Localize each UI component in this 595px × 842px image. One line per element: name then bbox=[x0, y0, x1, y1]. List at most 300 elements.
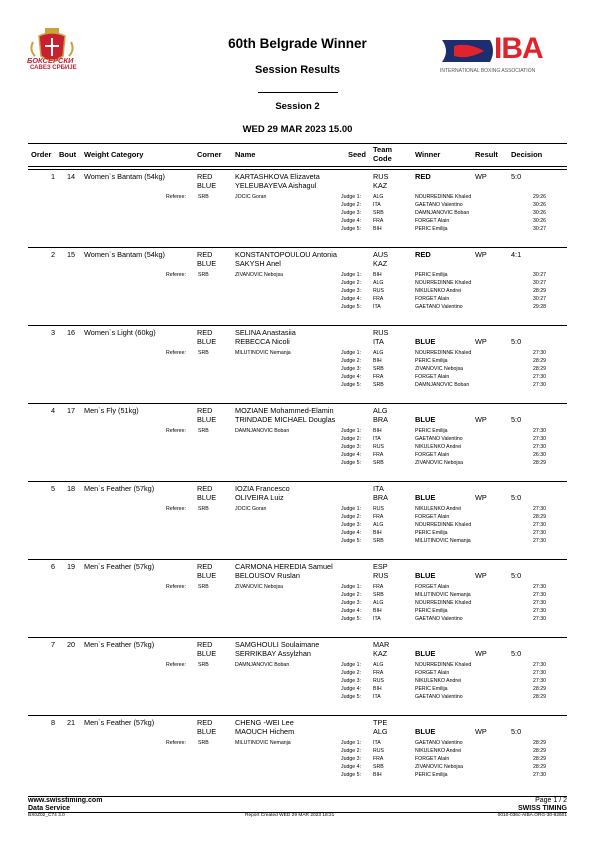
blue-team-code: KAZ bbox=[373, 181, 388, 190]
winner-corner: BLUE bbox=[415, 727, 436, 736]
bout-order: 7 bbox=[50, 640, 55, 649]
judge-label: Judge 3: bbox=[341, 522, 361, 528]
judge-country: BIH bbox=[373, 686, 382, 692]
col-corner: Corner bbox=[197, 150, 222, 159]
judge-label: Judge 2: bbox=[341, 670, 361, 676]
judge-name: MILUTINOVIC Nemanja bbox=[415, 592, 471, 598]
judge-label: Judge 4: bbox=[341, 374, 361, 380]
blue-team-code: KAZ bbox=[373, 259, 388, 268]
judge-name: NIKULENKO Andrei bbox=[415, 506, 462, 512]
footer-report-created: Report Created WED 29 MAR 2023 18:21 bbox=[245, 813, 335, 818]
judge-label: Judge 2: bbox=[341, 436, 361, 442]
judge-label: Judge 2: bbox=[341, 514, 361, 520]
judge-score: 30:27 bbox=[533, 280, 546, 286]
footer-website: www.swisstiming.com bbox=[28, 797, 103, 804]
bout-row bbox=[28, 481, 567, 556]
blue-team-code: ALG bbox=[373, 727, 388, 736]
weight-category: Women`s Light (60kg) bbox=[84, 328, 156, 337]
referee-country: SRB bbox=[198, 740, 209, 746]
col-seed: Seed bbox=[348, 150, 366, 159]
judge-score: 27:30 bbox=[533, 436, 546, 442]
footer-swiss-timing: SWISS TIMING bbox=[518, 805, 567, 812]
weight-category: Men`s Fly (51kg) bbox=[84, 406, 139, 415]
judge-score: 27:30 bbox=[533, 444, 546, 450]
judge-country: BIH bbox=[373, 358, 382, 364]
red-boxer-name: KONSTANTOPOULOU Antonia bbox=[235, 250, 337, 259]
judge-name: FORGET Alain bbox=[415, 670, 450, 676]
bout-row bbox=[28, 247, 567, 322]
corner-blue: BLUE bbox=[197, 259, 217, 268]
referee-country: SRB bbox=[198, 506, 209, 512]
judge-country: ITA bbox=[373, 740, 381, 746]
judge-score: 30:26 bbox=[533, 202, 546, 208]
referee-label: Referee: bbox=[166, 662, 186, 668]
judge-label: Judge 2: bbox=[341, 748, 361, 754]
judge-label: Judge 2: bbox=[341, 592, 361, 598]
judge-name: PERIC Emilija bbox=[415, 428, 448, 434]
judge-name: PERIC Emilija bbox=[415, 272, 448, 278]
judge-label: Judge 4: bbox=[341, 452, 361, 458]
judge-name: PERIC Emilija bbox=[415, 530, 448, 536]
winner-corner: BLUE bbox=[415, 649, 436, 658]
judge-country: ITA bbox=[373, 694, 381, 700]
referee-name: MILUTINOVIC Nemanja bbox=[235, 350, 291, 356]
col-decision: Decision bbox=[511, 150, 543, 159]
judge-label: Judge 3: bbox=[341, 210, 361, 216]
red-boxer-name: KARTASHKOVA Elizaveta bbox=[235, 172, 320, 181]
bout-number: 17 bbox=[67, 406, 76, 415]
decision: 4:1 bbox=[511, 250, 522, 259]
judge-name: NIKULENKO Andrei bbox=[415, 678, 462, 684]
judge-country: ALG bbox=[373, 280, 384, 286]
judge-label: Judge 5: bbox=[341, 616, 361, 622]
judge-name: FORGET Alain bbox=[415, 514, 450, 520]
judge-country: RUS bbox=[373, 288, 384, 294]
bout-order: 8 bbox=[50, 718, 55, 727]
bout-number: 21 bbox=[67, 718, 76, 727]
judge-name: FORGET Alain bbox=[415, 296, 450, 302]
judge-score: 27:30 bbox=[533, 522, 546, 528]
bout-number: 16 bbox=[67, 328, 76, 337]
judge-name: FORGET Alain bbox=[415, 452, 450, 458]
weight-category: Women`s Bantam (54kg) bbox=[84, 172, 165, 181]
judge-score: 29:28 bbox=[533, 304, 546, 310]
judge-name: NIKULENKO Andrei bbox=[415, 288, 462, 294]
result: WP bbox=[475, 727, 487, 736]
judge-country: SRB bbox=[373, 382, 384, 388]
bout-order: 4 bbox=[50, 406, 55, 415]
bout-order: 5 bbox=[50, 484, 55, 493]
judge-score: 27:30 bbox=[533, 530, 546, 536]
corner-blue: BLUE bbox=[197, 415, 217, 424]
red-team-code: AUS bbox=[373, 250, 389, 259]
judge-country: RUS bbox=[373, 678, 384, 684]
iba-wordmark: IBA bbox=[494, 32, 543, 65]
referee-name: ZIVANOVIC Nebojsa bbox=[235, 272, 284, 278]
judge-score: 27:30 bbox=[533, 608, 546, 614]
judge-score: 28:29 bbox=[533, 288, 546, 294]
result: WP bbox=[475, 337, 487, 346]
judge-label: Judge 3: bbox=[341, 288, 361, 294]
referee-label: Referee: bbox=[166, 584, 186, 590]
result: WP bbox=[475, 649, 487, 658]
bout-number: 14 bbox=[67, 172, 76, 181]
judge-score: 30:26 bbox=[533, 210, 546, 216]
judge-name: GAETANO Valentino bbox=[415, 740, 463, 746]
bout-row bbox=[28, 403, 567, 478]
red-team-code: ITA bbox=[373, 484, 384, 493]
corner-red: RED bbox=[197, 406, 213, 415]
judge-country: ALG bbox=[373, 662, 384, 668]
judge-country: BIH bbox=[373, 226, 382, 232]
logo-text-line2: САВЕЗ СРБИЈЕ bbox=[30, 65, 77, 71]
referee-name: MILUTINOVIC Nemanja bbox=[235, 740, 291, 746]
corner-blue: BLUE bbox=[197, 571, 217, 580]
judge-label: Judge 2: bbox=[341, 202, 361, 208]
judge-score: 27:30 bbox=[533, 678, 546, 684]
corner-blue: BLUE bbox=[197, 493, 217, 502]
referee-country: SRB bbox=[198, 272, 209, 278]
bout-order: 1 bbox=[50, 172, 55, 181]
judge-country: SRB bbox=[373, 366, 384, 372]
bout-row bbox=[28, 637, 567, 712]
judge-country: ALG bbox=[373, 194, 384, 200]
judge-label: Judge 3: bbox=[341, 678, 361, 684]
judge-name: NOURREDINNE Khaled bbox=[415, 662, 472, 668]
weight-category: Men`s Feather (57kg) bbox=[84, 562, 155, 571]
judge-label: Judge 5: bbox=[341, 304, 361, 310]
footer-page-number: Page 1 / 2 bbox=[535, 797, 567, 804]
result: WP bbox=[475, 571, 487, 580]
red-team-code: RUS bbox=[373, 328, 389, 337]
referee-name: DAMNJANOVIC Boban bbox=[235, 428, 290, 434]
footer-divider bbox=[28, 796, 567, 797]
judge-name: DAMNJANOVIC Boban bbox=[415, 210, 470, 216]
corner-red: RED bbox=[197, 562, 213, 571]
judge-score: 28:29 bbox=[533, 756, 546, 762]
judge-label: Judge 1: bbox=[341, 662, 361, 668]
judge-name: DAMNJANOVIC Boban bbox=[415, 382, 470, 388]
judge-label: Judge 1: bbox=[341, 584, 361, 590]
referee-name: JOCIC Goran bbox=[235, 194, 267, 200]
judge-name: NOURREDINNE Khaled bbox=[415, 600, 472, 606]
judge-score: 30:27 bbox=[533, 296, 546, 302]
judge-country: ALG bbox=[373, 522, 384, 528]
judge-score: 26:30 bbox=[533, 452, 546, 458]
judge-score: 27:30 bbox=[533, 584, 546, 590]
weight-category: Men`s Feather (57kg) bbox=[84, 718, 155, 727]
referee-name: JOCIC Goran bbox=[235, 506, 267, 512]
weight-category: Women`s Bantam (54kg) bbox=[84, 250, 165, 259]
referee-country: SRB bbox=[198, 662, 209, 668]
judge-score: 28:29 bbox=[533, 514, 546, 520]
judge-score: 27:30 bbox=[533, 662, 546, 668]
red-boxer-name: SAMGHOULI Soulaimane bbox=[235, 640, 320, 649]
judge-score: 27:30 bbox=[533, 592, 546, 598]
col-weight: Weight Category bbox=[84, 150, 144, 159]
judge-country: ALG bbox=[373, 350, 384, 356]
judge-name: FORGET Alain bbox=[415, 756, 450, 762]
judge-score: 27:30 bbox=[533, 350, 546, 356]
judge-name: NOURREDINNE Khaled bbox=[415, 350, 472, 356]
judge-score: 27:30 bbox=[533, 374, 546, 380]
judge-label: Judge 5: bbox=[341, 772, 361, 778]
judge-country: FRA bbox=[373, 218, 384, 224]
blue-team-code: RUS bbox=[373, 571, 389, 580]
referee-label: Referee: bbox=[166, 272, 186, 278]
judge-score: 28:29 bbox=[533, 366, 546, 372]
corner-red: RED bbox=[197, 484, 213, 493]
judge-label: Judge 5: bbox=[341, 694, 361, 700]
judge-country: FRA bbox=[373, 374, 384, 380]
judge-score: 27:30 bbox=[533, 538, 546, 544]
judge-score: 28:29 bbox=[533, 694, 546, 700]
judge-country: BIH bbox=[373, 772, 382, 778]
logo-text-line1: БОКСЕРСКИ bbox=[27, 56, 74, 65]
judge-score: 27:30 bbox=[533, 600, 546, 606]
judge-score: 29:26 bbox=[533, 194, 546, 200]
corner-red: RED bbox=[197, 718, 213, 727]
judge-country: ALG bbox=[373, 600, 384, 606]
judge-label: Judge 1: bbox=[341, 740, 361, 746]
judge-label: Judge 3: bbox=[341, 444, 361, 450]
judge-name: ZIVANOVIC Nebojsa bbox=[415, 366, 464, 372]
judge-label: Judge 3: bbox=[341, 756, 361, 762]
judge-country: RUS bbox=[373, 444, 384, 450]
result: WP bbox=[475, 415, 487, 424]
referee-country: SRB bbox=[198, 428, 209, 434]
judge-country: BIH bbox=[373, 272, 382, 278]
judge-country: FRA bbox=[373, 670, 384, 676]
judge-label: Judge 1: bbox=[341, 350, 361, 356]
judge-label: Judge 4: bbox=[341, 686, 361, 692]
judge-label: Judge 5: bbox=[341, 382, 361, 388]
blue-boxer-name: SAKYSH Anel bbox=[235, 259, 281, 268]
winner-corner: BLUE bbox=[415, 337, 436, 346]
judge-name: PERIC Emilija bbox=[415, 772, 448, 778]
col-team-line1: Team bbox=[373, 145, 393, 154]
winner-corner: BLUE bbox=[415, 415, 436, 424]
judge-name: NOURREDINNE Khaled bbox=[415, 522, 472, 528]
decision: 5:0 bbox=[511, 571, 522, 580]
iba-tagline: INTERNATIONAL BOXING ASSOCIATION bbox=[440, 68, 536, 74]
col-winner: Winner bbox=[415, 150, 441, 159]
judge-score: 27:30 bbox=[533, 382, 546, 388]
judge-country: BIH bbox=[373, 530, 382, 536]
judge-country: BIH bbox=[373, 428, 382, 434]
blue-team-code: KAZ bbox=[373, 649, 388, 658]
referee-name: ZIVANOVIC Nebojsa bbox=[235, 584, 284, 590]
corner-red: RED bbox=[197, 250, 213, 259]
judge-score: 27:30 bbox=[533, 670, 546, 676]
page-title: 60th Belgrade Winner bbox=[228, 36, 367, 51]
winner-corner: RED bbox=[415, 172, 431, 181]
judge-score: 30:27 bbox=[533, 272, 546, 278]
winner-corner: BLUE bbox=[415, 571, 436, 580]
blue-boxer-name: YELEUBAYEVA Aishagul bbox=[235, 181, 317, 190]
judge-country: FRA bbox=[373, 514, 384, 520]
bout-number: 19 bbox=[67, 562, 76, 571]
bout-row bbox=[28, 715, 567, 790]
referee-country: SRB bbox=[198, 350, 209, 356]
corner-blue: BLUE bbox=[197, 337, 217, 346]
judge-label: Judge 4: bbox=[341, 296, 361, 302]
judge-country: SRB bbox=[373, 592, 384, 598]
corner-red: RED bbox=[197, 172, 213, 181]
judge-name: GAETANO Valentino bbox=[415, 694, 463, 700]
judge-name: NOURREDINNE Khaled bbox=[415, 194, 472, 200]
judge-country: FRA bbox=[373, 584, 384, 590]
judge-label: Judge 1: bbox=[341, 428, 361, 434]
decision: 5:0 bbox=[511, 727, 522, 736]
judge-name: FORGET Alain bbox=[415, 374, 450, 380]
judge-name: ZIVANOVIC Nebojsa bbox=[415, 764, 464, 770]
judge-score: 28:29 bbox=[533, 686, 546, 692]
corner-blue: BLUE bbox=[197, 727, 217, 736]
judge-country: ITA bbox=[373, 304, 381, 310]
red-boxer-name: CARMONA HEREDIA Samuel bbox=[235, 562, 333, 571]
decision: 5:0 bbox=[511, 415, 522, 424]
judge-name: ZIVANOVIC Nebojsa bbox=[415, 460, 464, 466]
decision: 5:0 bbox=[511, 172, 522, 181]
judge-country: SRB bbox=[373, 210, 384, 216]
blue-boxer-name: MAOUCH Hichem bbox=[235, 727, 295, 736]
judge-country: SRB bbox=[373, 764, 384, 770]
judge-label: Judge 5: bbox=[341, 226, 361, 232]
judge-name: PERIC Emilija bbox=[415, 226, 448, 232]
judge-name: NIKULENKO Andrei bbox=[415, 748, 462, 754]
judge-country: RUS bbox=[373, 748, 384, 754]
blue-team-code: BRA bbox=[373, 493, 389, 502]
judge-label: Judge 4: bbox=[341, 218, 361, 224]
judge-country: FRA bbox=[373, 452, 384, 458]
judge-label: Judge 5: bbox=[341, 460, 361, 466]
page-subtitle: Session Results bbox=[255, 64, 340, 76]
referee-label: Referee: bbox=[166, 194, 186, 200]
judge-score: 28:29 bbox=[533, 740, 546, 746]
judge-country: ITA bbox=[373, 202, 381, 208]
red-team-code: ESP bbox=[373, 562, 388, 571]
judge-label: Judge 5: bbox=[341, 538, 361, 544]
result: WP bbox=[475, 493, 487, 502]
footer-doc-code: BX0Z02_C74 3.0 bbox=[28, 813, 65, 818]
judge-name: NIKULENKO Andrei bbox=[415, 444, 462, 450]
bout-order: 2 bbox=[50, 250, 55, 259]
judge-name: MILUTINOVIC Nemanja bbox=[415, 538, 471, 544]
corner-blue: BLUE bbox=[197, 649, 217, 658]
red-team-code: MAR bbox=[373, 640, 390, 649]
red-boxer-name: CHENG -WEI Lee bbox=[235, 718, 294, 727]
judge-name: GAETANO Valentino bbox=[415, 202, 463, 208]
judge-country: SRB bbox=[373, 538, 384, 544]
bout-row bbox=[28, 559, 567, 634]
decision: 5:0 bbox=[511, 493, 522, 502]
judge-score: 27:30 bbox=[533, 506, 546, 512]
blue-team-code: ITA bbox=[373, 337, 384, 346]
referee-name: DAMNJANOVIC Boban bbox=[235, 662, 290, 668]
referee-label: Referee: bbox=[166, 740, 186, 746]
bout-order: 3 bbox=[50, 328, 55, 337]
blue-boxer-name: OLIVEIRA Luiz bbox=[235, 493, 284, 502]
referee-country: SRB bbox=[198, 194, 209, 200]
judge-name: PERIC Emilija bbox=[415, 358, 448, 364]
blue-boxer-name: REBECCA Nicoli bbox=[235, 337, 290, 346]
judge-score: 27:30 bbox=[533, 428, 546, 434]
weight-category: Men`s Feather (57kg) bbox=[84, 640, 155, 649]
judge-name: GAETANO Valentino bbox=[415, 304, 463, 310]
judge-label: Judge 1: bbox=[341, 506, 361, 512]
winner-corner: RED bbox=[415, 250, 431, 259]
referee-label: Referee: bbox=[166, 506, 186, 512]
referee-country: SRB bbox=[198, 584, 209, 590]
judge-label: Judge 2: bbox=[341, 280, 361, 286]
blue-boxer-name: TRINDADE MICHAEL Douglas bbox=[235, 415, 336, 424]
session-label: Session 2 bbox=[275, 101, 320, 112]
weight-category: Men`s Feather (57kg) bbox=[84, 484, 155, 493]
red-team-code: TPE bbox=[373, 718, 388, 727]
decision: 5:0 bbox=[511, 649, 522, 658]
bout-number: 15 bbox=[67, 250, 76, 259]
judge-country: BIH bbox=[373, 608, 382, 614]
judge-label: Judge 4: bbox=[341, 530, 361, 536]
judge-score: 27:30 bbox=[533, 772, 546, 778]
judge-score: 28:29 bbox=[533, 764, 546, 770]
judge-country: FRA bbox=[373, 296, 384, 302]
blue-team-code: BRA bbox=[373, 415, 389, 424]
judge-label: Judge 2: bbox=[341, 358, 361, 364]
red-team-code: RUS bbox=[373, 172, 389, 181]
judge-score: 27:30 bbox=[533, 616, 546, 622]
judge-country: SRB bbox=[373, 460, 384, 466]
result: WP bbox=[475, 172, 487, 181]
col-name: Name bbox=[235, 150, 256, 159]
col-team-line2: Code bbox=[373, 154, 392, 163]
judge-name: PERIC Emilija bbox=[415, 686, 448, 692]
judge-country: ITA bbox=[373, 436, 381, 442]
judge-score: 30:27 bbox=[533, 226, 546, 232]
col-order: Order bbox=[31, 150, 52, 159]
decision: 5:0 bbox=[511, 337, 522, 346]
blue-boxer-name: BELOUSOV Ruslan bbox=[235, 571, 300, 580]
judge-name: PERIC Emilija bbox=[415, 608, 448, 614]
judge-score: 28:29 bbox=[533, 358, 546, 364]
referee-label: Referee: bbox=[166, 350, 186, 356]
referee-label: Referee: bbox=[166, 428, 186, 434]
header-divider bbox=[258, 92, 338, 93]
col-bout: Bout bbox=[59, 150, 77, 159]
judge-name: GAETANO Valentino bbox=[415, 616, 463, 622]
judge-label: Judge 4: bbox=[341, 608, 361, 614]
footer-data-service: Data Service bbox=[28, 805, 71, 812]
judge-country: ITA bbox=[373, 616, 381, 622]
table-header bbox=[28, 143, 567, 167]
judge-label: Judge 1: bbox=[341, 272, 361, 278]
corner-red: RED bbox=[197, 640, 213, 649]
judge-name: FORGET Alain bbox=[415, 584, 450, 590]
judge-name: GAETANO Valentino bbox=[415, 436, 463, 442]
blue-boxer-name: SERRIKBAY Assylzhan bbox=[235, 649, 311, 658]
judge-label: Judge 3: bbox=[341, 366, 361, 372]
red-boxer-name: MOZIANE Mohammed-Elamin bbox=[235, 406, 334, 415]
judge-label: Judge 4: bbox=[341, 764, 361, 770]
judge-score: 28:29 bbox=[533, 460, 546, 466]
judge-label: Judge 3: bbox=[341, 600, 361, 606]
judge-name: FORGET Alain bbox=[415, 218, 450, 224]
bout-row bbox=[28, 169, 567, 244]
winner-corner: BLUE bbox=[415, 493, 436, 502]
bout-order: 6 bbox=[50, 562, 55, 571]
col-result: Result bbox=[475, 150, 498, 159]
